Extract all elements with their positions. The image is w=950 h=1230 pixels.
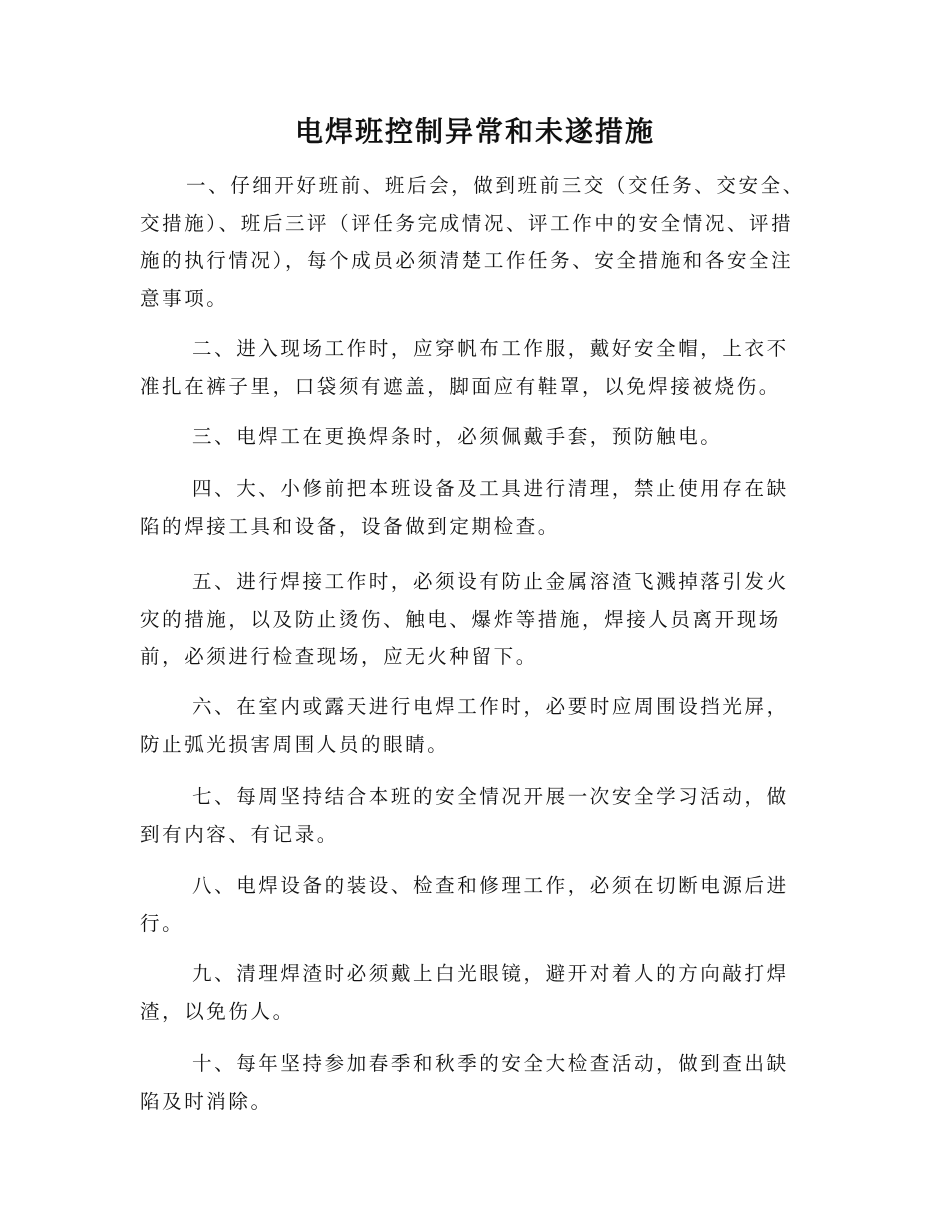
- paragraph-7: 七、每周坚持结合本班的安全情况开展一次安全学习活动，做到有内容、有记录。: [140, 785, 789, 846]
- paragraph-9: 九、清理焊渣时必须戴上白光眼镜，避开对着人的方向敲打焊渣，以免伤人。: [140, 962, 789, 1023]
- paragraph-8: 八、电焊设备的装设、检查和修理工作，必须在切断电源后进行。: [140, 874, 789, 935]
- paragraph-6: 六、在室内或露天进行电焊工作时，必要时应周围设挡光屏，防止弧光损害周围人员的眼睛。: [140, 695, 789, 756]
- paragraph-5: 五、进行焊接工作时，必须设有防止金属溶渣飞溅掉落引发火灾的措施，以及防止烫伤、触电、爆炸等措施，焊接人员离开现场前，必须进行检查现场，应无火种留下。: [140, 570, 789, 668]
- paragraph-3: 三、电焊工在更换焊条时，必须佩戴手套，预防触电。: [192, 425, 723, 448]
- paragraph-2: 二、进入现场工作时，应穿帆布工作服，戴好安全帽，上衣不准扎在裤子里，口袋须有遮盖，脚面应有鞋罩，以免焊接被烧伤。: [140, 337, 789, 398]
- document-title: 电焊班控制异常和未遂措施: [294, 115, 655, 148]
- paragraph-10: 十、每年坚持参加春季和秋季的安全大检查活动，做到查出缺陷及时消除。: [140, 1052, 789, 1113]
- paragraph-1: 一、仔细开好班前、班后会，做到班前三交（交任务、交安全、交措施）、班后三评（评任务完成情况、评工作中的安全情况、评措施的执行情况），每个成员必须清楚工作任务、安全措施和各安全注意事项。: [140, 174, 805, 310]
- paragraph-4: 四、大、小修前把本班设备及工具进行清理，禁止使用存在缺陷的焊接工具和设备，设备做到定期检查。: [140, 477, 789, 538]
